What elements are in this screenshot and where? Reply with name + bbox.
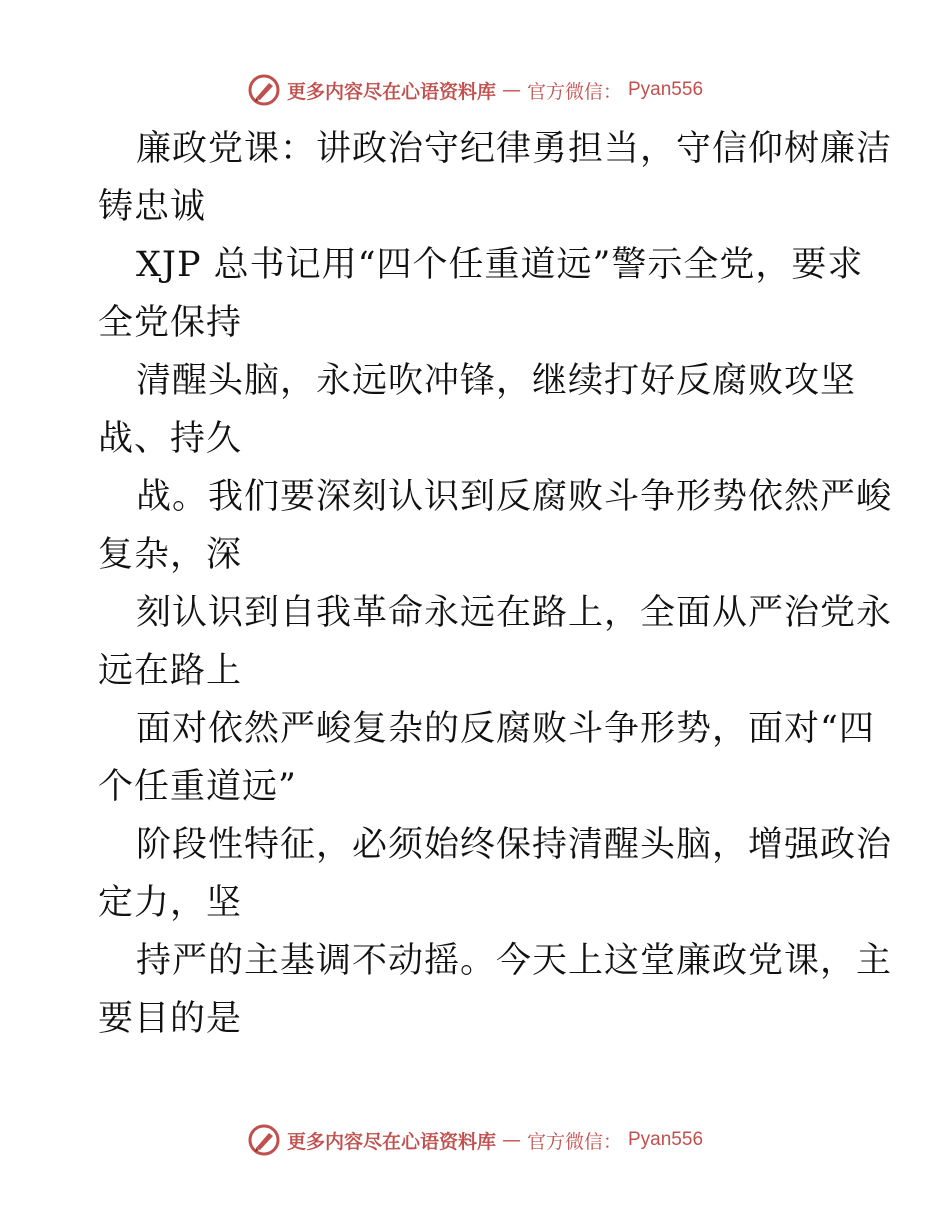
paragraph-5 [98,584,893,700]
pen-logo-icon [247,73,281,107]
paragraph-line: 复杂，深 [98,535,243,575]
header-wechat-id: Pyan556 [628,79,704,100]
paragraph-2 [98,236,864,352]
footer-wechat-label: 官方微信： [526,1130,622,1153]
paragraph-line: XJP 总书记用“四个任重道远”警示全党，要求 [136,245,864,285]
footer-banner [0,1122,950,1158]
paragraph-line: 战、持久 [98,419,243,459]
paragraph-line: 刻认识到自我革命永远在路上，全面从严治党永 [136,593,893,633]
paragraph-line: 定力，坚 [98,883,243,923]
header-brand-text: 更多内容尽在心语资料库 [286,80,496,103]
paragraph-4 [98,468,893,584]
header-wechat-label: 官方微信： [526,80,622,103]
paragraph-6 [98,700,875,816]
paragraph-line: 面对依然严峻复杂的反腐败斗争形势，面对“四 [136,709,875,749]
paragraph-line: 铸忠诚 [98,187,207,227]
paragraph-line: 全党保持 [98,303,243,343]
paragraph-8 [98,932,893,1048]
paragraph-1 [98,120,893,236]
paragraph-line: 个任重道远” [98,767,297,807]
paragraph-line: 远在路上 [98,651,243,691]
paragraph-line: 战。我们要深刻认识到反腐败斗争形势依然严峻 [136,477,893,517]
paragraph-line: 持严的主基调不动摇。今天上这堂廉政党课，主 [136,941,893,981]
document-body [98,120,893,1048]
paragraph-line: 阶段性特征，必须始终保持清醒头脑，增强政治 [136,825,893,865]
footer-separator: — [501,1129,521,1151]
header-banner [0,72,950,108]
header-separator: — [501,79,521,101]
paragraph-7 [98,816,893,932]
paragraph-line: 廉政党课：讲政治守纪律勇担当，守信仰树廉洁 [136,129,893,169]
paragraph-line: 清醒头脑，永远吹冲锋，继续打好反腐败攻坚 [136,361,857,401]
paragraph-3 [98,352,858,468]
footer-brand-text: 更多内容尽在心语资料库 [286,1130,496,1153]
paragraph-line: 要目的是 [98,999,243,1039]
footer-wechat-id: Pyan556 [628,1129,704,1150]
pen-logo-icon [247,1123,281,1157]
